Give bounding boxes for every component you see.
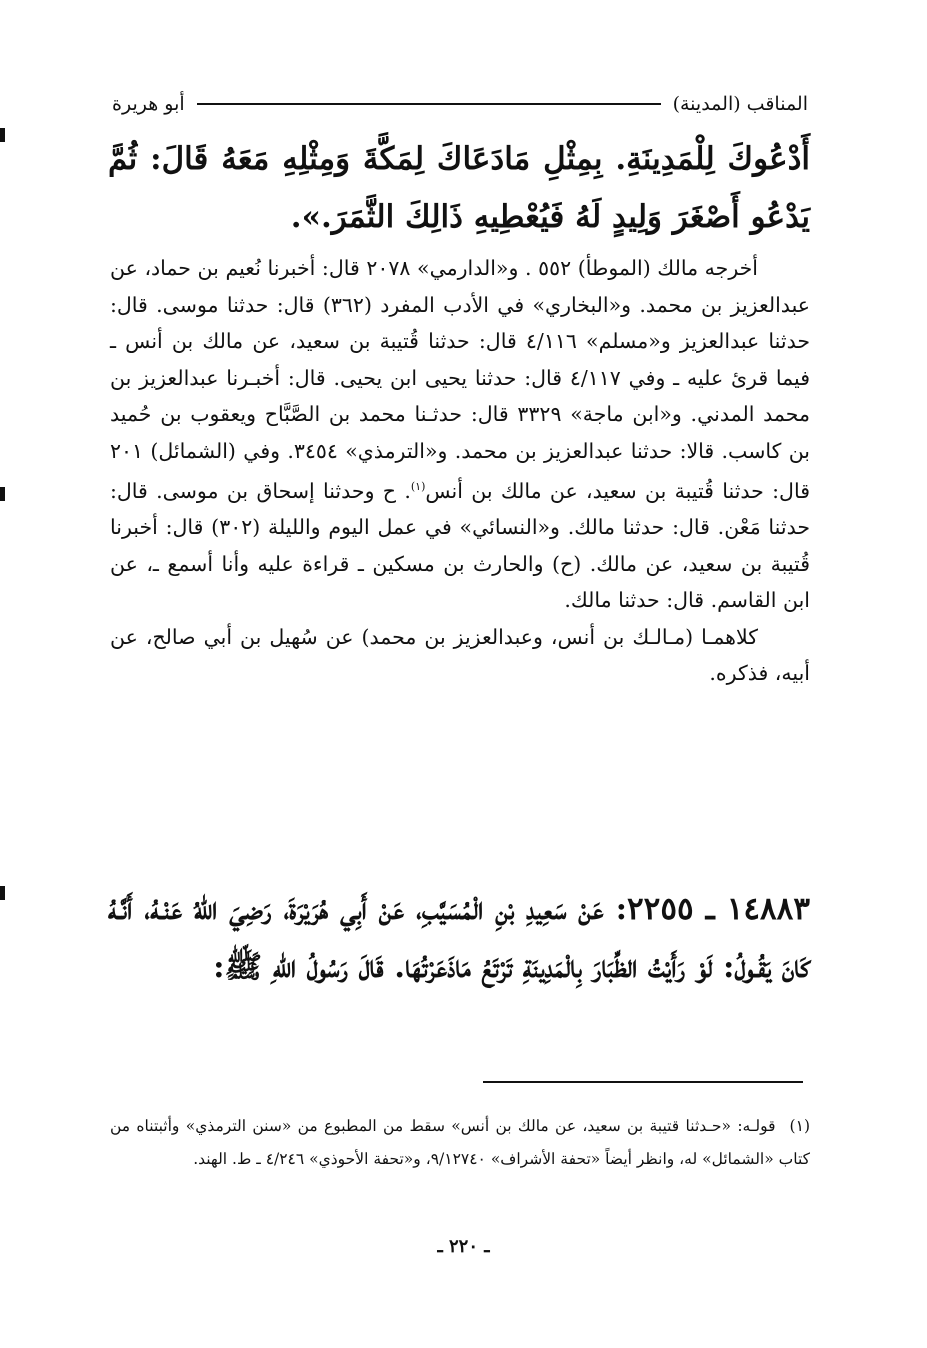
left-margin-mark (0, 487, 5, 501)
left-margin-mark (0, 128, 5, 142)
summary-paragraph: كلاهمـا (مـالـك بن أنس، وعبدالعزيز بن محمد) عن سُهيل بن أبي صالح، عن أبيه، فذكره. (110, 624, 810, 686)
running-header (112, 88, 808, 120)
footnote (110, 1110, 810, 1176)
page-number: ـ ٢٢٠ ـ (437, 1236, 490, 1257)
takhrij-text: أخرجه مالك (الموطأ) ٥٥٢ . و«الدارمي» ٢٠٧٨ قال: أخبرنا نُعيم بن حماد، عن عبدالعزيز بن محمد. و«البخاري» في الأدب المفرد (٣٦٢) قال: حدثنا موسى. قال: حدثنا عبدالعزيز و«مسلم» ٤/١١٦ قال: حدثنا قُتيبة بن سعيد، عن مالك بن أنس ـ فيما قرئ عليه ـ وفي ٤/١١٧ قال: حدثنا يحيى ابن يحيى. قال: أخبـرنا عبدالعزيز بن محمد المدني. و«ابن ماجة» ٣٣٢٩ قال: حدثـنا محمد بن الصَّبَّاح ويعقوب بن حُميد بن كاسب. قالا: حدثنا عبدالعزيز بن محمد. و«الترمذي» ٣٤٥٤. وفي (الشمائل) ٢٠١ قال: حدثنا قُتيبة بن سعيد، عن مالك بن أنس (110, 256, 811, 503)
hadith-continuation: أَدْعُوكَ لِلْمَدِينَةِ. بِمِثْلِ مَادَعَاكَ لِمَكَّةَ وَمِثْلِهِ مَعَهُ قَالَ: ثُمَّ يَدْعُو أَصْغَرَ وَلِيدٍ لَهُ فَيُعْطِيهِ ذَالِكَ الثَّمَرَ.». (108, 141, 810, 235)
header-chapter-title: المناقب (المدينة) (672, 93, 808, 115)
header-rule (197, 103, 661, 105)
header-narrator-title: أبو هريرة (112, 93, 185, 115)
footnote-separator (483, 1081, 803, 1083)
footnote-text: قولـه: «حـدثنا قتيبة بن سعيد، عن مالك بن أنس» سقط من المطبوع من «سنن الترمذي» وأثبتناه من كتاب «الشمائل» له، وانظر أيضاً «تحفة الأشراف» ٩/١٢٧٤٠، و«تحفة الأحوذي» ٤/٢٤٦ ـ ط. الهند. (110, 1117, 810, 1168)
footnote-number: (١) (789, 1117, 810, 1135)
takhrij-text-continued: . ح وحدثنا إسحاق بن موسى. قال: حدثنا مَعْن. قال: حدثنا مالك. و«النسائي» في عمل اليوم والليلة (٣٠٢) قال: أخبرنا قُتيبة بن سعيد، عن مالك. (ح) والحارث بن مسكين ـ قراءة عليه وأنا أسمع ـ، عن ابن القاسم. قال: حدثنا مالك. (110, 478, 810, 613)
takhrij-block (110, 250, 810, 692)
footnote-reference[interactable]: (١) (410, 480, 426, 493)
takhrij-paragraph (110, 250, 810, 619)
next-hadith: ١٤٨٨٣ ـ ٢٢٥٥: عَنْ سَعِيدِ بْنِ الْمُسَيَّبِ، عَنْ أَبِي هُرَيْرَةَ، رَضِيَ اللهُ عَنْـهُ، أَنَّـهُ كَانَ يَقُـولُ: لَوْ رَأَيْتُ الظِّبَارَ بِالْمَدِينَةِ تَرْتَعُ مَاذَعَرْتُهَا. قَالَ رَسُولُ اللهِ ﷺ: (108, 891, 810, 985)
left-margin-mark (0, 886, 5, 900)
